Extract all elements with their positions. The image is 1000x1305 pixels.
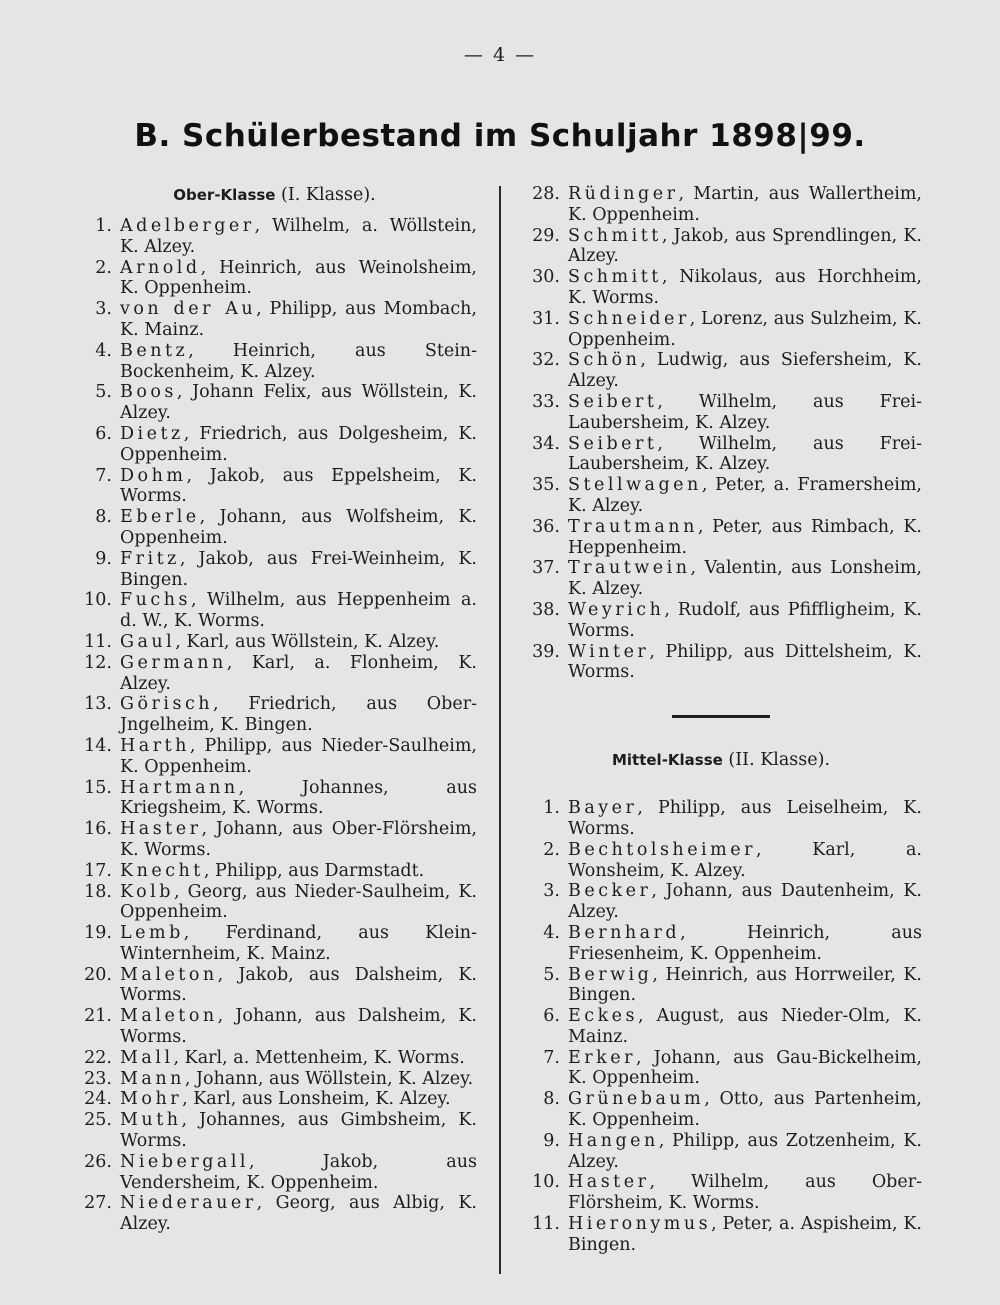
student-number: 17. bbox=[84, 860, 112, 881]
student-surname: Görisch bbox=[120, 694, 214, 715]
student-number: 22. bbox=[84, 1047, 112, 1068]
student-surname: Bernhard bbox=[568, 922, 681, 943]
student-details: , Valentin, aus Lonsheim, K. Alzey. bbox=[568, 558, 922, 600]
ober-klasse-suffix: (I. Klasse). bbox=[281, 185, 376, 205]
student-number: 8. bbox=[95, 507, 112, 528]
student-number: 29. bbox=[532, 225, 560, 246]
student-surname: Hieronymus bbox=[568, 1214, 712, 1235]
student-text bbox=[568, 517, 922, 559]
student-number: 10. bbox=[532, 1172, 560, 1193]
student-number: 11. bbox=[84, 631, 112, 652]
student-text bbox=[568, 434, 922, 476]
student-entry bbox=[72, 1048, 477, 1069]
student-number: 14. bbox=[84, 735, 112, 756]
ober-klasse-heading bbox=[72, 184, 477, 207]
student-entry bbox=[72, 778, 477, 820]
student-entry bbox=[72, 549, 477, 591]
section-title: B. Schülerbestand im Schuljahr 1898|99. bbox=[134, 118, 866, 154]
student-surname: Bechtolsheimer bbox=[568, 839, 756, 860]
student-number: 35. bbox=[532, 475, 560, 496]
student-text bbox=[568, 309, 922, 351]
student-entry bbox=[520, 226, 922, 268]
student-entry bbox=[72, 632, 477, 653]
student-text bbox=[120, 736, 477, 778]
student-surname: Adelberger bbox=[120, 216, 255, 236]
student-number: 8. bbox=[543, 1089, 560, 1110]
student-text bbox=[120, 424, 477, 466]
student-text bbox=[120, 549, 477, 591]
student-text bbox=[120, 923, 477, 965]
student-surname: Kolb bbox=[120, 881, 174, 902]
student-number: 1. bbox=[543, 798, 560, 819]
student-number: 25. bbox=[84, 1110, 112, 1131]
student-number: 11. bbox=[532, 1214, 560, 1235]
student-number: 27. bbox=[84, 1193, 112, 1214]
student-surname: Hangen bbox=[568, 1130, 659, 1151]
student-surname: Hartmann bbox=[120, 777, 239, 798]
student-details: , Georg, aus Albig, K. Alzey. bbox=[120, 1193, 477, 1235]
student-entry bbox=[72, 507, 477, 549]
student-details: , Heinrich, aus Stein-Bockenheim, K. Alzey. bbox=[120, 340, 477, 382]
student-surname: Stellwagen bbox=[568, 475, 702, 496]
student-details: , Johann, aus Ober-Flörsheim, K. Worms. bbox=[120, 819, 477, 860]
student-surname: Mall bbox=[120, 1047, 174, 1068]
student-text bbox=[568, 798, 922, 840]
student-entry bbox=[520, 1048, 922, 1090]
student-text bbox=[568, 475, 922, 517]
student-surname: Dietz bbox=[120, 423, 184, 444]
student-number: 9. bbox=[543, 1130, 560, 1151]
student-text bbox=[120, 1069, 477, 1090]
student-entry bbox=[520, 965, 922, 1007]
student-details: , Karl, a. Wonsheim, K. Alzey. bbox=[568, 839, 922, 881]
student-details: , Jakob, aus Sprendlingen, K. Alzey. bbox=[568, 225, 922, 267]
student-number: 20. bbox=[84, 964, 112, 985]
student-details: , Jakob, aus Eppelsheim, K. Worms. bbox=[120, 465, 477, 507]
student-details: , Peter, a. Aspisheim, K. Bingen. bbox=[568, 1214, 922, 1255]
student-text bbox=[120, 1193, 477, 1235]
student-surname: Erker bbox=[568, 1047, 636, 1068]
student-entry bbox=[72, 1110, 477, 1152]
student-text bbox=[120, 653, 477, 695]
student-surname: Eberle bbox=[120, 507, 200, 528]
student-details: , Philipp, aus Leiselheim, K. Worms. bbox=[568, 798, 922, 839]
student-surname: Schneider bbox=[568, 308, 690, 329]
mittel-klasse-name: Mittel-Klasse bbox=[611, 751, 723, 770]
student-details: , Heinrich, aus Horrweiler, K. Bingen. bbox=[568, 964, 922, 1006]
student-text bbox=[568, 881, 922, 923]
student-details: , Philipp, aus Nieder-Saulheim, K. Oppenheim. bbox=[120, 735, 477, 777]
student-surname: Maleton bbox=[120, 964, 218, 985]
student-surname: Grünebaum bbox=[568, 1089, 705, 1110]
student-text bbox=[120, 882, 477, 924]
student-number: 6. bbox=[95, 423, 112, 444]
student-text bbox=[568, 1048, 922, 1090]
student-surname: Eckes bbox=[568, 1006, 639, 1027]
student-entry bbox=[520, 600, 922, 642]
student-entry bbox=[72, 466, 477, 508]
student-text bbox=[120, 1152, 477, 1194]
student-number: 18. bbox=[84, 881, 112, 902]
student-surname: Schmitt bbox=[568, 225, 662, 246]
student-entry bbox=[72, 258, 477, 300]
student-number: 24. bbox=[84, 1089, 112, 1110]
student-surname: Trautwein bbox=[568, 558, 691, 579]
student-entry bbox=[72, 1069, 477, 1090]
student-text bbox=[120, 341, 477, 383]
student-text bbox=[120, 1006, 477, 1048]
student-text bbox=[120, 1048, 477, 1069]
student-entry bbox=[72, 882, 477, 924]
student-number: 4. bbox=[543, 922, 560, 943]
left-column bbox=[72, 184, 477, 1235]
student-entry bbox=[520, 798, 922, 840]
student-entry bbox=[520, 558, 922, 600]
student-text bbox=[120, 507, 477, 549]
student-details: , Wilhelm, aus Frei-Laubersheim, K. Alzey. bbox=[568, 391, 922, 433]
student-entry bbox=[72, 1152, 477, 1194]
student-details: , Philipp, aus Dittelsheim, K. Worms. bbox=[568, 641, 922, 683]
student-text bbox=[568, 226, 922, 268]
student-entry bbox=[72, 923, 477, 965]
student-details: , Jakob, aus Vendersheim, K. Oppenheim. bbox=[120, 1151, 477, 1193]
student-number: 1. bbox=[95, 216, 112, 236]
student-text bbox=[568, 392, 922, 434]
student-entry bbox=[520, 881, 922, 923]
student-number: 4. bbox=[95, 340, 112, 361]
student-surname: Niebergall bbox=[120, 1151, 250, 1172]
student-text bbox=[568, 923, 922, 965]
student-surname: Mohr bbox=[120, 1089, 183, 1110]
student-details: , Ferdinand, aus Klein-Winternheim, K. Mainz. bbox=[120, 923, 477, 964]
student-details: , Wilhelm, aus Heppenheim a. d. W., K. Worms. bbox=[120, 590, 477, 632]
student-details: , Heinrich, aus Friesenheim, K. Oppenheim. bbox=[568, 922, 922, 964]
student-text bbox=[120, 861, 477, 882]
student-number: 33. bbox=[532, 391, 560, 412]
student-number: 19. bbox=[84, 923, 112, 944]
student-text bbox=[120, 216, 477, 258]
student-surname: Boos bbox=[120, 382, 177, 403]
student-text bbox=[120, 258, 477, 300]
student-entry bbox=[520, 392, 922, 434]
ober-klasse-list-part2 bbox=[520, 184, 922, 683]
right-column bbox=[520, 184, 922, 1256]
student-number: 7. bbox=[543, 1047, 560, 1068]
student-surname: Haster bbox=[568, 1172, 650, 1193]
student-surname: Niederauer bbox=[120, 1193, 257, 1214]
student-text bbox=[120, 590, 477, 632]
student-entry bbox=[520, 642, 922, 684]
student-text bbox=[568, 184, 922, 226]
student-entry bbox=[72, 861, 477, 882]
student-text bbox=[568, 1006, 922, 1048]
column-divider bbox=[499, 186, 501, 1274]
student-number: 16. bbox=[84, 819, 112, 840]
student-number: 13. bbox=[84, 694, 112, 715]
student-text bbox=[568, 600, 922, 642]
mittel-klasse-heading bbox=[520, 749, 922, 772]
student-text bbox=[120, 466, 477, 508]
student-text bbox=[120, 819, 477, 861]
student-surname: Winter bbox=[568, 641, 650, 662]
student-number: 39. bbox=[532, 641, 560, 662]
section-rule bbox=[672, 715, 770, 718]
student-surname: Fritz bbox=[120, 548, 180, 569]
student-details: , Johann, aus Wöllstein, K. Alzey. bbox=[184, 1068, 474, 1089]
student-entry bbox=[72, 590, 477, 632]
student-surname: Knecht bbox=[120, 860, 204, 881]
student-details: , Philipp, aus Darmstadt. bbox=[203, 860, 425, 881]
student-entry bbox=[520, 309, 922, 351]
student-text bbox=[120, 778, 477, 820]
student-surname: Arnold bbox=[120, 257, 201, 278]
student-details: , Wilhelm, aus Ober-Flörsheim, K. Worms. bbox=[568, 1172, 922, 1214]
student-text bbox=[568, 1172, 922, 1214]
student-surname: Berwig bbox=[568, 964, 653, 985]
student-entry bbox=[520, 1131, 922, 1173]
student-details: , Johannes, aus Gimbsheim, K. Worms. bbox=[120, 1110, 477, 1152]
student-surname: Schön bbox=[568, 350, 641, 371]
student-surname: Dohm bbox=[120, 465, 187, 486]
student-surname: Muth bbox=[120, 1110, 182, 1131]
student-surname: Weyrich bbox=[568, 599, 665, 620]
student-details: , Peter, aus Rimbach, K. Heppenheim. bbox=[568, 516, 922, 558]
student-surname: Gaul bbox=[120, 631, 176, 652]
student-number: 3. bbox=[543, 881, 560, 902]
student-entry bbox=[72, 1006, 477, 1048]
student-text bbox=[120, 299, 477, 341]
student-entry bbox=[72, 694, 477, 736]
student-number: 38. bbox=[532, 599, 560, 620]
student-number: 5. bbox=[95, 382, 112, 403]
student-entry bbox=[520, 923, 922, 965]
student-text bbox=[568, 1131, 922, 1173]
student-details: , Lorenz, aus Sulzheim, K. Oppenheim. bbox=[568, 308, 922, 350]
student-number: 12. bbox=[84, 652, 112, 673]
student-number: 2. bbox=[543, 839, 560, 860]
ober-klasse-name: Ober-Klasse bbox=[173, 186, 276, 204]
student-entry bbox=[520, 1214, 922, 1256]
student-number: 26. bbox=[84, 1151, 112, 1172]
student-entry bbox=[72, 736, 477, 778]
student-text bbox=[120, 1089, 477, 1110]
student-entry bbox=[72, 299, 477, 341]
student-details: , Georg, aus Nieder-Saulheim, K. Oppenheim. bbox=[120, 881, 477, 923]
student-entry bbox=[520, 350, 922, 392]
student-details: , Martin, aus Wallertheim, K. Oppenheim. bbox=[568, 184, 922, 225]
student-surname: Haster bbox=[120, 819, 202, 840]
student-details: , Philipp, aus Zotzenheim, K. Alzey. bbox=[568, 1130, 922, 1172]
student-details: , Johann, aus Dalsheim, K. Worms. bbox=[120, 1006, 477, 1048]
student-text bbox=[120, 1110, 477, 1152]
student-details: , Peter, a. Framersheim, K. Alzey. bbox=[568, 475, 922, 516]
student-surname: Trautmann bbox=[568, 516, 698, 537]
student-number: 37. bbox=[532, 558, 560, 579]
student-entry bbox=[520, 434, 922, 476]
student-surname: Seibert bbox=[568, 433, 658, 454]
student-entry bbox=[72, 965, 477, 1007]
student-surname: Schmitt bbox=[568, 267, 662, 288]
student-details: , Rudolf, aus Pfiffligheim, K. Worms. bbox=[568, 599, 922, 641]
student-text bbox=[568, 965, 922, 1007]
student-surname: Seibert bbox=[568, 391, 658, 412]
student-entry bbox=[520, 475, 922, 517]
student-number: 15. bbox=[84, 777, 112, 798]
student-details: , Karl, aus Lonsheim, K. Alzey. bbox=[182, 1089, 451, 1110]
student-number: 32. bbox=[532, 350, 560, 371]
student-entry bbox=[520, 184, 922, 226]
student-text bbox=[120, 965, 477, 1007]
student-entry bbox=[520, 840, 922, 882]
student-details: , Johannes, aus Kriegsheim, K. Worms. bbox=[120, 777, 477, 819]
student-details: , Otto, aus Partenheim, K. Oppenheim. bbox=[568, 1089, 922, 1131]
student-surname: Harth bbox=[120, 735, 190, 756]
student-surname: Bayer bbox=[568, 798, 638, 819]
student-details: , Karl, a. Mettenheim, K. Worms. bbox=[173, 1047, 465, 1068]
student-details: , Wilhelm, aus Frei-Laubersheim, K. Alzey. bbox=[568, 433, 922, 475]
student-number: 6. bbox=[543, 1006, 560, 1027]
student-surname: Bentz bbox=[120, 340, 189, 361]
student-number: 2. bbox=[95, 257, 112, 278]
student-details: , Heinrich, aus Weinolsheim, K. Oppenheim. bbox=[120, 257, 477, 299]
page-number: — 4 — bbox=[463, 44, 537, 66]
student-number: 5. bbox=[543, 964, 560, 985]
student-entry bbox=[72, 341, 477, 383]
student-entry bbox=[520, 267, 922, 309]
student-number: 36. bbox=[532, 516, 560, 537]
mittel-klasse-list bbox=[520, 798, 922, 1256]
student-details: , Friedrich, aus Dolgesheim, K. Oppenheim. bbox=[120, 423, 477, 465]
student-details: , Johann Felix, aus Wöllstein, K. Alzey. bbox=[120, 382, 477, 424]
student-entry bbox=[72, 382, 477, 424]
student-details: , Karl, a. Flonheim, K. Alzey. bbox=[120, 652, 477, 694]
student-entry bbox=[520, 1006, 922, 1048]
student-entry bbox=[72, 819, 477, 861]
ober-klasse-list-part1 bbox=[72, 216, 477, 1235]
student-details: , Johann, aus Gau-Bickelheim, K. Oppenheim. bbox=[568, 1047, 922, 1089]
student-details: , Friedrich, aus Ober-Jngelheim, K. Bingen. bbox=[120, 694, 477, 736]
student-number: 21. bbox=[84, 1006, 112, 1027]
student-details: , Karl, aus Wöllstein, K. Alzey. bbox=[175, 631, 440, 652]
student-entry bbox=[520, 517, 922, 559]
student-surname: Becker bbox=[568, 881, 652, 902]
student-number: 7. bbox=[95, 465, 112, 486]
student-entry bbox=[520, 1172, 922, 1214]
student-number: 31. bbox=[532, 308, 560, 329]
student-number: 3. bbox=[95, 299, 112, 320]
student-number: 28. bbox=[532, 184, 560, 204]
student-text bbox=[120, 694, 477, 736]
student-details: , Jakob, aus Dalsheim, K. Worms. bbox=[120, 964, 477, 1006]
student-number: 10. bbox=[84, 590, 112, 611]
student-surname: Mann bbox=[120, 1068, 185, 1089]
student-details: , Philipp, aus Mombach, K. Mainz. bbox=[120, 299, 477, 340]
student-details: , Johann, aus Dautenheim, K. Alzey. bbox=[568, 881, 922, 923]
student-text bbox=[568, 1214, 922, 1256]
student-details: , Ludwig, aus Siefersheim, K. Alzey. bbox=[568, 350, 922, 392]
student-number: 30. bbox=[532, 267, 560, 288]
student-surname: Rüdinger bbox=[568, 184, 679, 204]
student-details: , Wilhelm, a. Wöllstein, K. Alzey. bbox=[120, 216, 477, 257]
student-text bbox=[568, 267, 922, 309]
student-details: , Johann, aus Wolfsheim, K. Oppenheim. bbox=[120, 507, 477, 548]
student-details: , Jakob, aus Frei-Weinheim, K. Bingen. bbox=[120, 548, 477, 590]
student-number: 23. bbox=[84, 1068, 112, 1089]
student-surname: Lemb bbox=[120, 923, 184, 944]
student-entry bbox=[72, 216, 477, 258]
student-text bbox=[568, 350, 922, 392]
student-text bbox=[568, 558, 922, 600]
student-entry bbox=[72, 653, 477, 695]
student-surname: Maleton bbox=[120, 1006, 218, 1027]
student-text bbox=[120, 382, 477, 424]
student-number: 9. bbox=[95, 548, 112, 569]
student-entry bbox=[72, 424, 477, 466]
student-text bbox=[120, 632, 477, 653]
mittel-klasse-suffix: (II. Klasse). bbox=[728, 750, 831, 771]
student-number: 34. bbox=[532, 433, 560, 454]
student-surname: Germann bbox=[120, 652, 227, 673]
student-surname: Fuchs bbox=[120, 590, 191, 611]
student-entry bbox=[72, 1089, 477, 1110]
student-text bbox=[568, 840, 922, 882]
student-text bbox=[568, 1089, 922, 1131]
student-details: , August, aus Nieder-Olm, K. Mainz. bbox=[568, 1006, 922, 1047]
student-entry bbox=[72, 1193, 477, 1235]
student-details: , Nikolaus, aus Horchheim, K. Worms. bbox=[568, 267, 922, 308]
student-text bbox=[568, 642, 922, 684]
student-entry bbox=[520, 1089, 922, 1131]
student-surname: von der Au bbox=[120, 299, 257, 320]
